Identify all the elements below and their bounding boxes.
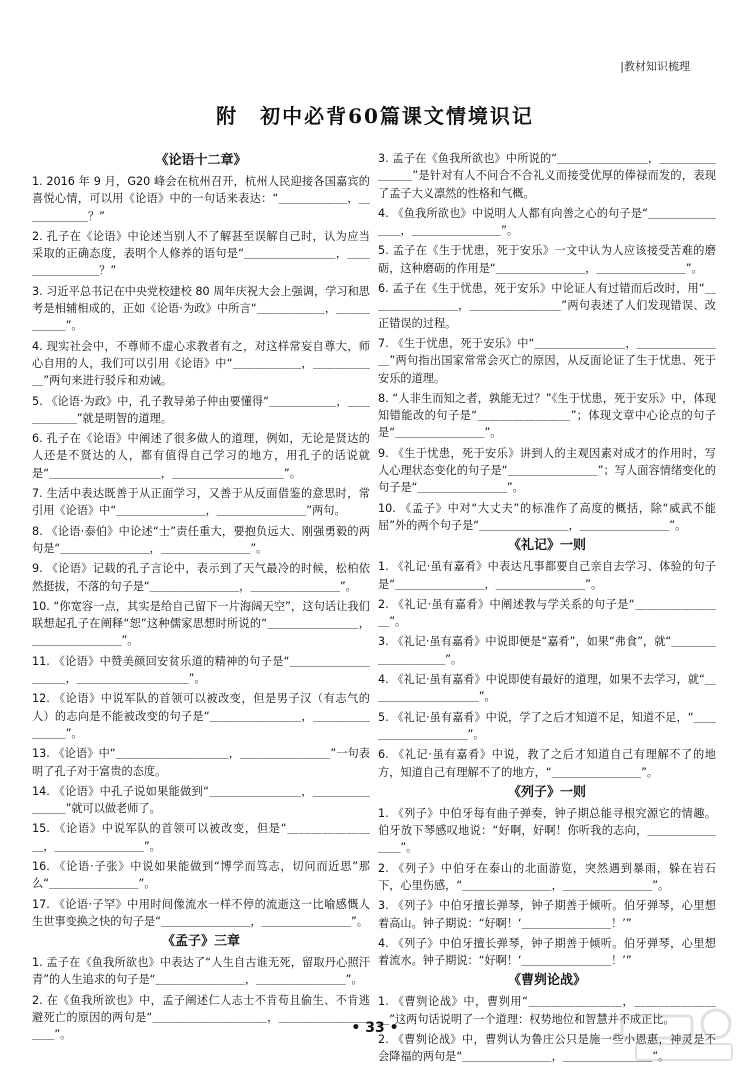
- question-item: 4. 《列子》中伯牙擅长弹琴，钟子期善于倾听。伯牙弹琴，心里想着流水。钟子期说：“好啊！‘＿＿＿＿＿＿＿＿！’”: [378, 936, 716, 968]
- question-item: 9. 《论语》记载的孔子言论中，表示到了天气最冷的时候，松柏依然挺拔，不落的句子是“＿＿＿＿＿＿＿＿，＿＿＿＿＿＿＿＿”。: [32, 562, 370, 593]
- question-item: 5. 《礼记·虽有嘉肴》中说，学了之后才知道不足，知道不足，“＿＿＿＿＿＿＿＿＿＿”。: [378, 710, 716, 741]
- question-item: 4. 《鱼我所欲也》中说明人人都有向善之心的句子是“＿＿＿＿＿＿＿＿，＿＿＿＿＿＿＿＿”。: [378, 206, 716, 238]
- question-item: 8. “人非生而知之者，孰能无过？”《生于忧患，死于安乐》中，体现知错能改的句子是“＿＿＿＿＿＿＿＿”；体现文章中心论点的句子是“＿＿＿＿＿＿＿＿”。: [378, 391, 716, 440]
- question-item: 10. “你宽容一点，其实是给自己留下一片海阔天空”，这句话让我们联想起孔子在阐释“恕”这种儒家思想时所说的“＿＿＿＿＿＿＿＿，＿＿＿＿＿＿＿＿”。: [32, 599, 370, 648]
- question-item: 1. 《列子》中伯牙每有曲子弹奏，钟子期总能寻根究源它的情趣。伯牙放下琴感叹地说：“好啊，好啊！你听我的志向，＿＿＿＿＿＿＿＿”。: [378, 806, 716, 855]
- question-item: 5. 孟子在《生于忧患，死于安乐》一文中认为人应该接受苦难的磨砺，这种磨砺的作用是“＿＿＿＿＿＿＿＿，＿＿＿＿＿＿＿＿”。: [378, 244, 716, 275]
- question-item: 9. 《生于忧患，死于安乐》讲到人的主观因素对成才的作用时，写人心理状态变化的句子是“＿＿＿＿＿＿＿＿”；写人面容情绪变化的句子是“＿＿＿＿＿＿＿＿”。: [378, 446, 716, 495]
- question-item: 13. 《论语》中“＿＿＿＿＿＿＿＿＿＿，＿＿＿＿＿＿＿＿”一句表明了孔子对于富贵的态度。: [32, 747, 370, 778]
- question-item: 11. 《论语》中赞美颜回安贫乐道的精神的句子是“＿＿＿＿＿＿＿＿＿＿，＿＿＿＿＿＿＿＿＿＿”。: [32, 654, 370, 686]
- question-item: 3. 《礼记·虽有嘉肴》中说即便是“嘉肴”，如果“弗食”，就“＿＿＿＿＿＿＿＿＿＿”。: [378, 635, 716, 666]
- section-title: 《孟子》三章: [161, 934, 240, 950]
- question-item: 2. 《列子》中伯牙在泰山的北面游览，突然遇到暴雨，躲在岩石下，心里伤感，“＿＿＿＿＿＿＿＿，＿＿＿＿＿＿＿＿”。: [378, 861, 716, 892]
- question-item: 6. 孟子在《生于忧患，死于安乐》中论证人有过错而后改时，用“＿＿＿＿＿＿＿＿，＿＿＿＿＿＿＿＿”两句表述了人们发现错误、改正错误的过程。: [378, 282, 716, 330]
- question-item: 7. 《生于忧患，死于安乐》中“＿＿＿＿＿＿＿＿，＿＿＿＿＿＿＿＿”两句指出国家常常会灭亡的原因，从反面论证了生于忧患、死于安乐的道理。: [378, 336, 716, 385]
- page-title: 附 初中必背60篇课文情境识记: [216, 104, 534, 128]
- question-item: 3. 《列子》中伯牙擅长弹琴，钟子期善于倾听。伯牙弹琴，心里想着高山。钟子期说：“好啊！‘＿＿＿＿＿＿＿＿！’”: [378, 899, 716, 930]
- section-title: 《曹刿论战》: [507, 973, 586, 989]
- question-item: 8. 《论语·泰伯》中论述“士”责任重大，要抱负远大、刚强勇毅的两句是“＿＿＿＿＿＿＿＿，＿＿＿＿＿＿＿＿”。: [32, 524, 370, 555]
- question-item: 1. 《曹刿论战》中，曹刿用“＿＿＿＿＿＿＿＿，＿＿＿＿＿＿＿＿”这两句话说明了一个道理：权势地位和智慧并不成正比。: [378, 995, 716, 1026]
- right-column: [378, 150, 716, 1069]
- question-item: 2. 《曹刿论战》中，曹刿认为鲁庄公只是施一些小恩惠，神灵是不会降福的两句是“＿＿＿＿＿＿＿＿，＿＿＿＿＿＿＿＿”。: [378, 1033, 716, 1064]
- question-item: 1. 2016 年 9 月，G20 峰会在杭州召开，杭州人民迎接各国嘉宾的喜悦心情，可以用《论语》中的一句话来表达：“＿＿＿＿＿＿，＿＿＿＿＿＿？”: [32, 175, 370, 223]
- question-item: 1. 孟子在《鱼我所欲也》中表达了“人生自古谁无死，留取丹心照汗青”的人生追求的句子是“＿＿＿＿＿＿＿＿，＿＿＿＿＿＿＿＿”。: [32, 956, 370, 987]
- section-title: 《礼记》一则: [507, 538, 586, 554]
- question-item: 2. 《礼记·虽有嘉肴》中阐述教与学关系的句子是“＿＿＿＿＿＿＿＿”。: [378, 597, 716, 629]
- question-item: 10. 《孟子》中对“大丈夫”的标准作了高度的概括，除“威武不能屈”外的两个句子是“＿＿＿＿＿＿＿＿，＿＿＿＿＿＿＿＿”。: [378, 501, 716, 532]
- question-item: 6. 孔子在《论语》中阐述了很多做人的道理，例如，无论是贤达的人还是不贤达的人，都有值得自己学习的地方，用孔子的话说就是“＿＿＿＿＿＿＿＿＿＿，＿＿＿＿＿＿＿＿＿＿”。: [32, 432, 370, 480]
- question-item: 12. 《论语》中说军队的首领可以被改变，但是男子汉（有志气的人）的志向是不能被改变的句子是“＿＿＿＿＿＿＿＿，＿＿＿＿＿＿＿＿”。: [32, 692, 370, 740]
- page-number: • 33 •: [351, 1020, 399, 1036]
- question-item: 3. 习近平总书记在中央党校建校 80 周年庆祝大会上强调，学习和思考是相辅相成的，正如《论语·为政》中所言“＿＿＿＿＿＿，＿＿＿＿＿＿”。: [32, 284, 370, 333]
- question-item: 16. 《论语·子张》中说如果能做到“博学而笃志，切问而近思”那么“＿＿＿＿＿＿＿＿”。: [32, 859, 370, 891]
- question-item: 5. 《论语·为政》中，孔子教导弟子仲由要懂得“＿＿＿＿＿＿，＿＿＿＿＿＿”就是明智的道理。: [32, 394, 370, 425]
- question-item: 7. 生活中表达既善于从正面学习，又善于从反面借鉴的意思时，常引用《论语》中“＿＿＿＿＿＿＿＿，＿＿＿＿＿＿＿＿”两句。: [32, 487, 370, 518]
- question-item: 4. 现实社会中，不尊师不虚心求教者有之，对这样常妄自尊大，师心自用的人，我们可以引用《论语》中“＿＿＿＿＿＿，＿＿＿＿＿＿”两句来进行驳斥和劝诫。: [32, 339, 370, 388]
- question-item: 4. 《礼记·虽有嘉肴》中说即使有最好的道理，如果不去学习，就“＿＿＿＿＿＿＿＿＿＿”。: [378, 673, 716, 704]
- question-item: 3. 孟子在《鱼我所欲也》中所说的“＿＿＿＿＿＿＿＿，＿＿＿＿＿＿＿＿”是针对有人不问合不合礼义而接受优厚的俸禄而发的，表现了孟子大义凛然的性格和气概。: [378, 152, 716, 200]
- left-column: [32, 150, 370, 1047]
- question-item: 15. 《论语》中说军队的首领可以被改变，但是“＿＿＿＿＿＿＿＿，＿＿＿＿＿＿＿＿”。: [32, 822, 370, 853]
- question-item: 2. 在《鱼我所欲也》中，孟子阐述仁人志士不肯苟且偷生、不肯逃避死亡的原因的两句是“＿＿＿＿＿＿＿＿＿＿，＿＿＿＿＿＿＿＿＿＿”。: [32, 993, 370, 1042]
- question-item: 2. 孔子在《论语》中论述当别人不了解甚至误解自己时，认为应当采取的正确态度，表明个人修养的语句是“＿＿＿＿＿＿＿＿，＿＿＿＿＿＿＿＿？”: [32, 229, 370, 278]
- question-item: 17. 《论语·子罕》中用时间像流水一样不停的流逝这一比喻感慨人生世事变换之快的句子是“＿＿＿＿＿＿＿＿，＿＿＿＿＿＿＿＿”。: [32, 897, 370, 928]
- question-item: 14. 《论语》中孔子说如果能做到“＿＿＿＿＿＿＿＿，＿＿＿＿＿＿＿＿”就可以做老师了。: [32, 784, 370, 816]
- watermark-logo-icon: [616, 1008, 736, 1064]
- header-tag: |教材知识梳理: [620, 60, 690, 73]
- section-title: 《论语十二章》: [155, 153, 247, 168]
- section-title: 《列子》一则: [507, 784, 586, 800]
- question-item: 6. 《礼记·虽有嘉肴》中说，教了之后才知道自己有理解不了的地方，知道自己有理解不了的地方，“＿＿＿＿＿＿＿＿”。: [378, 748, 716, 779]
- question-item: 1. 《礼记·虽有嘉肴》中表达凡事都要自己亲自去学习、体验的句子是“＿＿＿＿＿＿＿＿，＿＿＿＿＿＿＿＿”。: [378, 560, 716, 591]
